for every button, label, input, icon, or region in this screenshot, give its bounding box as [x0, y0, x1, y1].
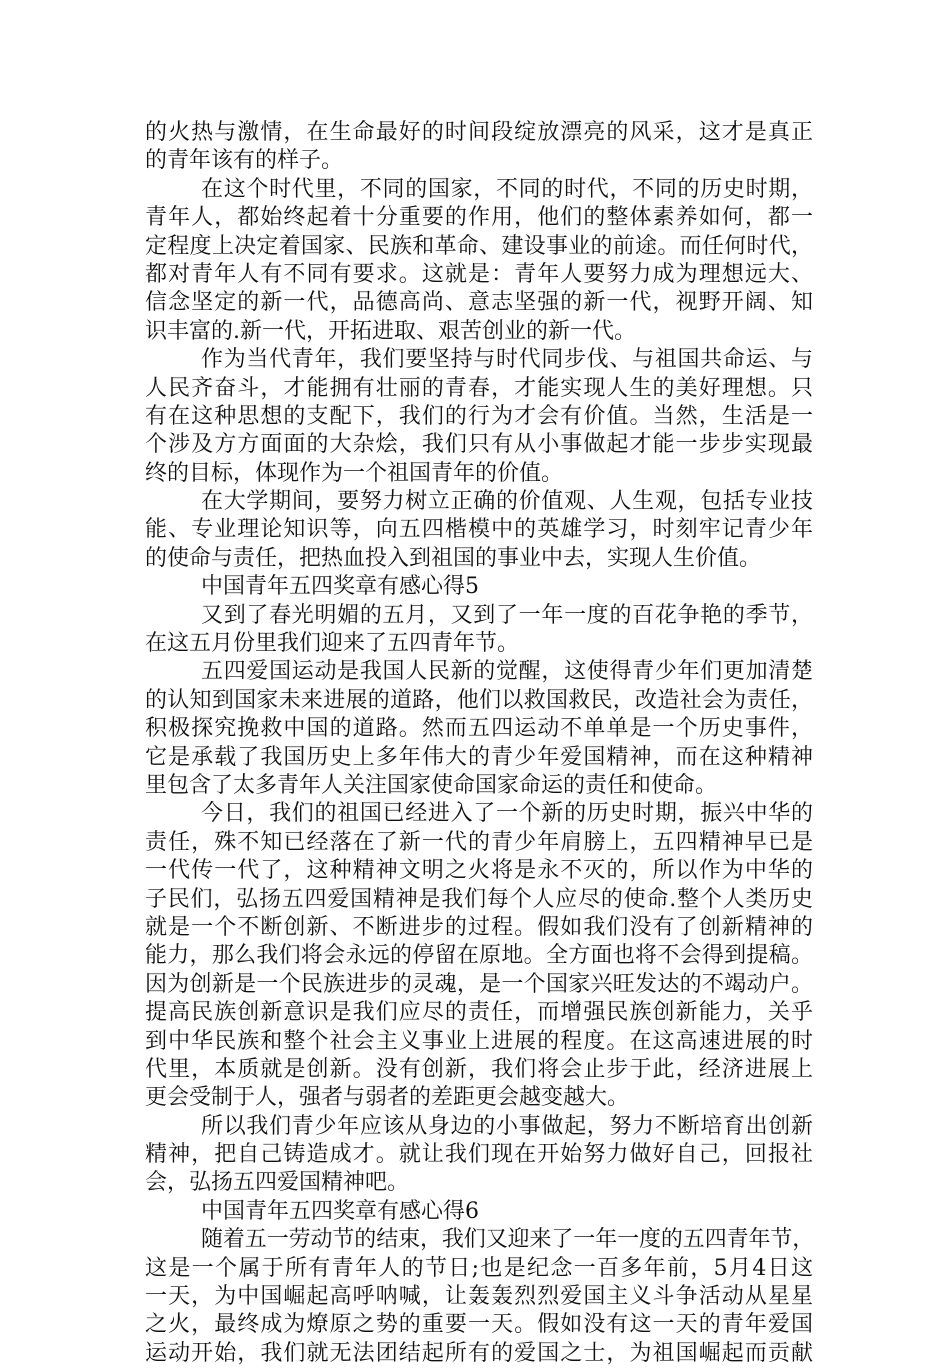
text-line: 五四爱国运动是我国人民新的觉醒，这使得青少年们更加清楚: [201, 659, 813, 685]
text-line: 子民们，弘扬五四爱国精神是我们每个人应尽的使命.整个人类历史: [145, 886, 813, 912]
text-line: 作为当代青年，我们要坚持与时代同步伐、与祖国共命运、与: [201, 347, 813, 373]
text-line: 在大学期间，要努力树立正确的价值观、人生观，包括专业技: [201, 489, 813, 515]
text-line: 的使命与责任，把热血投入到祖国的事业中去，实现人生价值。: [145, 545, 762, 571]
text-line: 中国青年五四奖章有感心得5: [201, 574, 479, 600]
text-line: 就是一个不断创新、不断进步的过程。假如我们没有了创新精神的: [145, 914, 813, 940]
text-line: 代里，本质就是创新。没有创新，我们将会止步于此，经济进展上: [145, 1056, 813, 1082]
text-line: 在这五月份里我们迎来了五四青年节。: [145, 631, 520, 657]
document-body: [145, 119, 813, 1368]
text-line: 信念坚定的新一代，品德高尚、意志坚强的新一代，视野开阔、知: [145, 290, 813, 316]
text-line: 责任，殊不知已经落在了新一代的青少年肩膀上，五四精神早已是: [145, 829, 813, 855]
text-line: 定程度上决定着国家、民族和革命、建设事业的前途。而任何时代，: [145, 233, 813, 259]
text-line: 更会受制于人，强者与弱者的差距更会越变越大。: [145, 1085, 630, 1111]
text-line: 里包含了太多青年人关注国家使命国家命运的责任和使命。: [145, 772, 718, 798]
text-line: 个涉及方方面面的大杂烩，我们只有从小事做起才能一步步实现最: [145, 432, 813, 458]
text-line: 的青年该有的样子。: [145, 148, 344, 174]
text-line: 识丰富的.新一代，开拓进取、艰苦创业的新一代。: [145, 318, 636, 344]
text-line: 会，弘扬五四爱国精神吧。: [145, 1170, 410, 1196]
text-line: 今日，我们的祖国已经进入了一个新的历史时期，振兴中华的: [201, 801, 813, 827]
text-line: 运动开始，我们就无法团结起所有的爱国之士，为祖国崛起而贡献: [145, 1340, 813, 1366]
text-line: 一天，为中国崛起高呼呐喊，让轰轰烈烈爱国主义斗争活动从星星: [145, 1284, 813, 1310]
text-line: 因为创新是一个民族进步的灵魂，是一个国家兴旺发达的不竭动户。: [145, 971, 813, 997]
text-line: 所以我们青少年应该从身边的小事做起，努力不断培育出创新: [201, 1113, 813, 1139]
text-line: 都对青年人有不同有要求。这就是：青年人要努力成为理想远大、: [145, 261, 813, 287]
text-line: 在这个时代里，不同的国家，不同的时代，不同的历史时期，: [201, 176, 813, 202]
text-line: 积极探究挽救中国的道路。然而五四运动不单单是一个历史事件，: [145, 716, 813, 742]
text-line: 又到了春光明媚的五月，又到了一年一度的百花争艳的季节，: [201, 602, 813, 628]
text-line: 它是承载了我国历史上多年伟大的青少年爱国精神，而在这种精神: [145, 744, 813, 770]
text-line: 青年人，都始终起着十分重要的作用，他们的整体素养如何，都一: [145, 205, 813, 231]
text-line: 的认知到国家未来进展的道路，他们以救国救民，改造社会为责任，: [145, 687, 813, 713]
text-line: 人民齐奋斗，才能拥有壮丽的青春，才能实现人生的美好理想。只: [145, 375, 813, 401]
text-line: 一代传一代了，这种精神文明之火将是永不灭的，所以作为中华的: [145, 858, 813, 884]
text-line: 到中华民族和整个社会主义事业上进展的程度。在这高速进展的时: [145, 1028, 813, 1054]
text-line: 之火，最终成为燎原之势的重要一天。假如没有这一天的青年爱国: [145, 1312, 813, 1338]
text-line: 能力，那么我们将会永远的停留在原地。全方面也将不会得到提稿。: [145, 943, 813, 969]
text-line: 这是一个属于所有青年人的节日;也是纪念一百多年前，5月4日这: [145, 1255, 813, 1281]
text-line: 能、专业理论知识等，向五四楷模中的英雄学习，时刻牢记青少年: [145, 517, 813, 543]
text-line: 的火热与激情，在生命最好的时间段绽放漂亮的风采，这才是真正: [145, 120, 813, 145]
text-line: 精神，把自己铸造成才。就让我们现在开始努力做好自己，回报社: [145, 1142, 813, 1168]
text-line: 有在这种思想的支配下，我们的行为才会有价值。当然，生活是一: [145, 403, 813, 429]
text-line: 随着五一劳动节的结束，我们又迎来了一年一度的五四青年节，: [201, 1227, 815, 1253]
text-line: 提高民族创新意识是我们应尽的责任，而增强民族创新能力，关乎: [145, 1000, 813, 1026]
text-line: 中国青年五四奖章有感心得6: [201, 1198, 479, 1224]
text-line: 终的目标，体现作为一个祖国青年的价值。: [145, 460, 564, 486]
